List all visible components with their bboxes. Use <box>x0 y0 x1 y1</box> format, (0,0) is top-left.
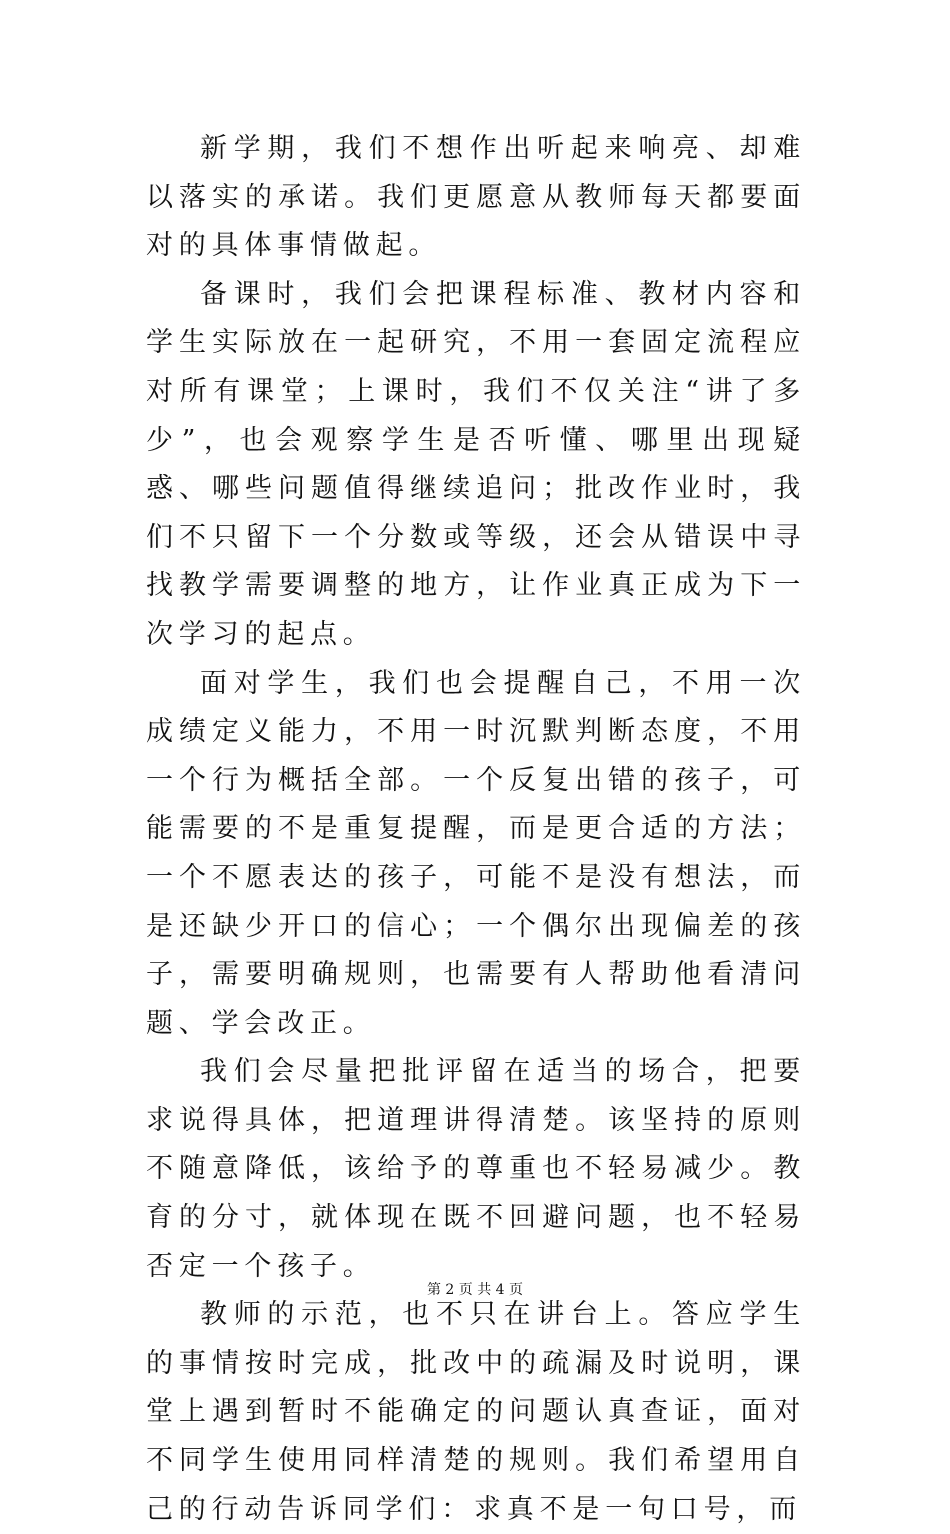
page-number-footer: 第 2 页 共 4 页 <box>426 1282 524 1298</box>
body-text <box>146 125 806 1534</box>
paragraph-2: 备课时，我们会把课程标准、教材内容和学生实际放在一起研究，不用一套固定流程应对所有课堂；上课时，我们不仅关注“讲了多少”，也会观察学生是否听懂、哪里出现疑惑、哪些问题值得继续追问；批改作业时，我们不只留下一个分数或等级，还会从错误中寻找教学需要调整的地方，让作业真正成为下一次学习的起点。 <box>146 278 806 650</box>
paragraph-1: 新学期，我们不想作出听起来响亮、却难以落实的承诺。我们更愿意从教师每天都要面对的具体事情做起。 <box>146 133 806 262</box>
paragraph-3: 面对学生，我们也会提醒自己，不用一次成绩定义能力，不用一时沉默判断态度，不用一个行为概括全部。一个反复出错的孩子，可能需要的不是重复提醒，而是更合适的方法；一个不愿表达的孩子，可能不是没有想法，而是还缺少开口的信心；一个偶尔出现偏差的孩子，需要明确规则，也需要有人帮助他看清问题、学会改正。 <box>146 667 806 1039</box>
paragraph-5: 教师的示范，也不只在讲台上。答应学生的事情按时完成，批改中的疏漏及时说明，课堂上遇到暂时不能确定的问题认真查证，面对不同学生使用同样清楚的规则。我们希望用自己的行动告诉同学们：求真不是一句口号，而 <box>146 1299 806 1525</box>
paragraph-4: 我们会尽量把批评留在适当的场合，把要求说得具体，把道理讲得清楚。该坚持的原则不随意降低，该给予的尊重也不轻易减少。教育的分寸，就体现在既不回避问题，也不轻易否定一个孩子。 <box>146 1056 806 1282</box>
